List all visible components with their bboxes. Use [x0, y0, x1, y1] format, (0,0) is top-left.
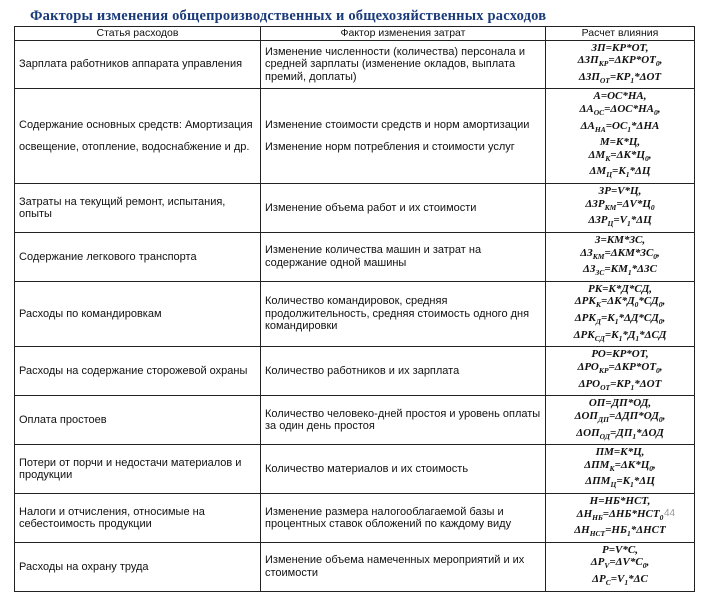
formula-line: $\Delta ЗР_{КМ}=\Delta V*Ц_0$ [585, 197, 655, 212]
formula-line: РК=К*Д*СД, [587, 282, 653, 295]
expense-item: Налоги и отчисления, относимые на себестоимость продукции [19, 505, 205, 530]
table-row [15, 542, 695, 591]
cost-factor-cell [261, 184, 546, 233]
factors-table [14, 26, 695, 592]
cost-factor-cell [261, 89, 546, 184]
cost-factor-cell [261, 40, 546, 89]
formula-line: $\Delta РО_{КР}=\Delta КР*ОТ_0$, [577, 360, 663, 376]
cost-factor-cell [261, 494, 546, 543]
influence-calc-cell [546, 184, 695, 233]
table-row [15, 281, 695, 347]
cost-factor: Количество работников и их зарплата [265, 365, 460, 378]
cost-factor: Изменение стоимости средств и норм амортизации [265, 119, 530, 132]
formula-line: $\Delta ПМ_Ц=К_1*\Delta Ц$ [585, 475, 655, 490]
formula-line: $\Delta М_К=\Delta К*Ц_0$, [588, 148, 652, 163]
header-cell: Фактор изменения затрат [261, 27, 546, 41]
formula-line: $\Delta З_{КМ}=\Delta КМ*ЗС_0$, [580, 246, 660, 261]
expense-item: Потери от порчи и недостачи материалов и продукции [19, 456, 242, 482]
formula-line: М=К*Ц, [599, 136, 641, 149]
cost-factor: Количество материалов и их стоимость [265, 462, 469, 475]
cost-factor: Изменение объема намеченных мероприятий и их стоимости [265, 554, 525, 579]
expense-item: Содержание легкового транспорта [19, 250, 197, 263]
expense-item-cell [15, 494, 261, 543]
formula-line: $\Delta ОП_{ОД}=ДП_1*\Delta ОД$ [576, 426, 664, 441]
table-row [15, 494, 695, 543]
formula-line: А=ОС*НА, [593, 90, 647, 103]
formula-line: $\Delta ЗП_{КР}=\Delta КР*ОТ_0$, [577, 54, 663, 69]
formula-line: $\Delta ПМ_К=\Delta К*Ц_0$, [584, 458, 656, 473]
cost-factor-cell [261, 542, 546, 591]
formula-line: З=КМ*ЗС, [594, 234, 646, 246]
formula-line: ОП=ДП*ОД, [588, 397, 652, 410]
cost-factor: Количество человеко-дней простоя и уровень оплаты за один день простоя [265, 407, 541, 433]
expense-item: Зарплата работников аппарата управления [19, 58, 243, 71]
page-number: 44 [664, 508, 676, 519]
table-row [15, 184, 695, 233]
influence-calc-cell [546, 281, 695, 347]
formula-line: $\Delta РО_{ОТ}=КР_1*\Delta ОТ$ [578, 377, 662, 392]
influence-calc-cell [546, 89, 695, 184]
expense-item-cell [15, 542, 261, 591]
influence-calc-cell [546, 233, 695, 282]
cost-factor: Количество командировок, средняя продолжительность, средняя стоимость одного дня командировки [265, 295, 530, 333]
header-row [15, 27, 695, 41]
cost-factor-cell [261, 445, 546, 494]
table-row [15, 89, 695, 184]
formula-line: Р=V*С, [602, 543, 638, 556]
formula-line: $\Delta РК_К=\Delta К*Д_0*СД_0$, [574, 295, 666, 310]
formula-line: Н=НБ*НСТ, [589, 495, 651, 508]
expense-item: Расходы по командировкам [19, 307, 162, 320]
formula-line: $\Delta М_Ц=К_1*\Delta Ц$ [589, 165, 651, 180]
cost-factor-cell [261, 233, 546, 282]
expense-item: Содержание основных средств: Амортизация [19, 119, 253, 132]
formula-line: $\Delta А_{НА}=ОС_1*\Delta НА$ [580, 119, 660, 134]
table-row [15, 445, 695, 494]
expense-item-cell [15, 396, 261, 445]
formula-line: $\Delta З_{ЗС}=КМ_1*\Delta ЗС$ [583, 263, 657, 278]
expense-item: Расходы на охрану труда [19, 560, 149, 573]
formula-line: $\Delta ЗР_Ц=V_1*\Delta Ц$ [588, 214, 652, 229]
table-row [15, 396, 695, 445]
expense-item-cell [15, 184, 261, 233]
formula-line: $\Delta РК_Д=К_1*\Delta Д*СД_0$, [574, 312, 666, 327]
cost-factor-cell [261, 396, 546, 445]
expense-item-cell [15, 445, 261, 494]
cost-factor: Изменение объема работ и их стоимости [265, 201, 477, 214]
formula-line: $\Delta РК_{СД}=К_1*Д_1*\Delta СД$ [573, 328, 667, 343]
formula-line: ПМ=К*Ц, [595, 446, 645, 459]
formula-line: $\Delta Н_{НСТ}=НБ_1*\Delta НСТ$ [574, 524, 666, 539]
table-row [15, 40, 695, 89]
formula-line: ЗР=V*Ц, [598, 185, 642, 198]
formula-line: $\Delta ЗП_{ОТ}=КР_1*\Delta ОТ$ [578, 70, 662, 85]
influence-calc-cell [546, 396, 695, 445]
formula-line: $\Delta Н_{НБ}=\Delta НБ*НСТ_0$ [576, 507, 664, 522]
formula-line: РО=КР*ОТ, [591, 348, 649, 361]
cost-factor: Изменение количества машин и затрат на содержание одной машины [265, 244, 482, 269]
cost-factor-cell [261, 281, 546, 347]
expense-item-cell [15, 233, 261, 282]
formula-line: $\Delta А_{ОС}=\Delta ОС*НА_0$, [579, 102, 661, 118]
cost-factor-cell [261, 347, 546, 396]
expense-subitem: освещение, отопление, водоснабжение и др. [19, 140, 250, 153]
header-cell: Расчет влияния [546, 27, 695, 41]
table-row [15, 347, 695, 396]
cost-factor: Изменение численности (количества) персонала и средней зарплаты (изменение окладов, выплата премий, доплаты) [265, 45, 525, 83]
expense-item-cell [15, 347, 261, 396]
influence-calc-cell [546, 40, 695, 89]
formula-line: $\Delta ОП_{ДП}=\Delta ДП*ОД_0$, [574, 409, 666, 424]
expense-item-cell [15, 40, 261, 89]
expense-item-cell [15, 89, 261, 184]
influence-calc-cell [546, 347, 695, 396]
influence-calc-cell [546, 445, 695, 494]
expense-item: Оплата простоев [19, 414, 107, 426]
expense-item-cell [15, 281, 261, 347]
header-cell: Статья расходов [15, 27, 261, 41]
slide-title: Факторы изменения общепроизводственных и общехозяйственных расходов [30, 8, 547, 24]
expense-item: Расходы на содержание сторожевой охраны [19, 365, 248, 378]
formula-line: $\Delta Р_С=V_1*\Delta С$ [592, 573, 648, 588]
influence-calc-cell [546, 542, 695, 591]
table-row [15, 233, 695, 282]
expense-item: Затраты на текущий ремонт, испытания, опыты [19, 195, 226, 221]
formula-line: $\Delta Р_V=\Delta V*С_0$, [590, 556, 650, 571]
cost-factor: Изменение размера налогооблагаемой базы и процентных ставок обложений по каждому виду [265, 505, 512, 530]
formula-line: ЗП=КР*ОТ, [591, 41, 649, 54]
cost-factor-secondary: Изменение норм потребления и стоимости услуг [265, 140, 515, 153]
